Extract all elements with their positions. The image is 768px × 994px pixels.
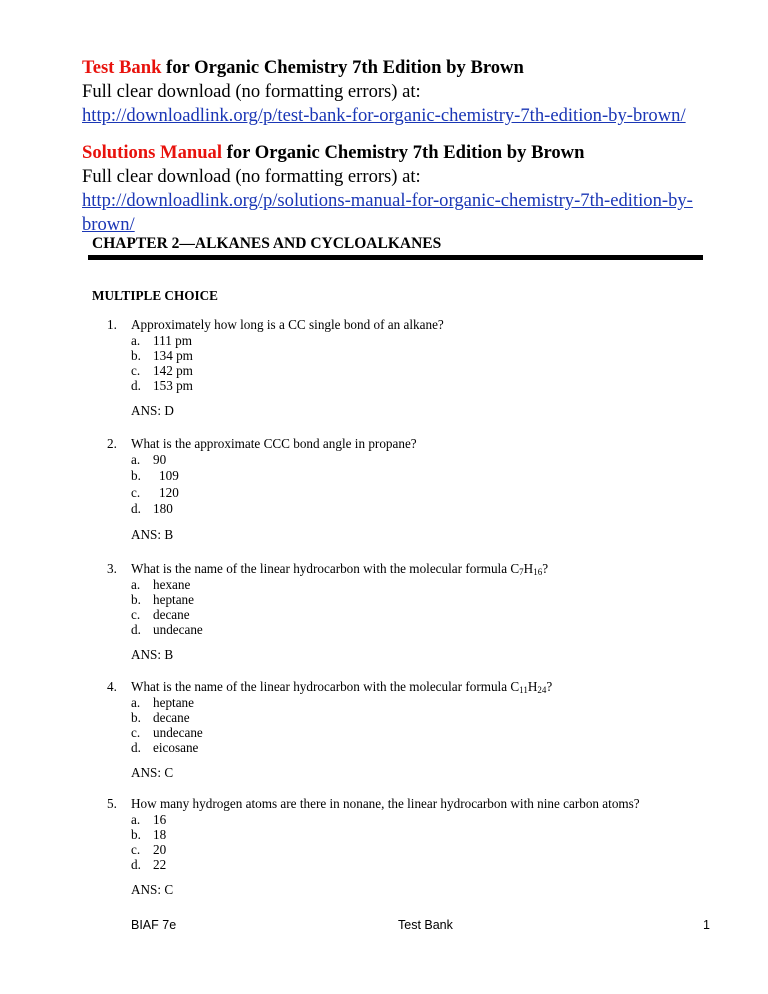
option-letter: d. bbox=[131, 740, 141, 755]
answer: ANS: C bbox=[131, 765, 174, 780]
option-letter: c. bbox=[131, 484, 141, 500]
option-letter: c. bbox=[131, 725, 141, 740]
option bbox=[131, 725, 707, 740]
option-text: decane bbox=[153, 607, 190, 622]
promo-title-rest: for Organic Chemistry 7th Edition by Brown bbox=[161, 57, 524, 78]
question-text bbox=[131, 561, 548, 576]
option-letter: b. bbox=[131, 827, 141, 842]
question bbox=[107, 317, 707, 418]
formula-subscript: 7 bbox=[519, 567, 524, 577]
option-letter: b. bbox=[131, 468, 141, 484]
option-text: 109 bbox=[159, 468, 179, 484]
option-letter: d. bbox=[131, 622, 141, 637]
option-letter: c. bbox=[131, 842, 141, 857]
chapter-rule bbox=[88, 255, 703, 260]
option-letter: b. bbox=[131, 710, 141, 725]
option-text: heptane bbox=[153, 592, 195, 607]
promo-red-label: Test Bank bbox=[82, 57, 162, 78]
option-letter: c. bbox=[131, 363, 141, 378]
option-text: heptane bbox=[153, 695, 195, 710]
formula-subscript: 16 bbox=[533, 567, 543, 577]
option bbox=[131, 333, 707, 348]
option-text: 90 bbox=[153, 452, 167, 467]
option-letter: b. bbox=[131, 592, 141, 607]
question-text-part: H bbox=[523, 561, 534, 576]
test-bank-promo bbox=[82, 56, 722, 128]
promo-title-rest: for Organic Chemistry 7th Edition by Brown bbox=[222, 142, 585, 163]
footer-title: Test Bank bbox=[398, 918, 453, 932]
option-letter: c. bbox=[131, 607, 141, 622]
question-text: What is the approximate CCC bond angle in propane? bbox=[131, 436, 417, 451]
option-list bbox=[131, 333, 707, 393]
question-number: 2. bbox=[107, 436, 117, 451]
option-letter: a. bbox=[131, 577, 141, 592]
option bbox=[131, 363, 707, 378]
option bbox=[131, 857, 707, 872]
question bbox=[107, 796, 707, 897]
section-heading: MULTIPLE CHOICE bbox=[92, 288, 218, 303]
option bbox=[131, 452, 707, 468]
option bbox=[131, 501, 707, 517]
question-number: 4. bbox=[107, 679, 117, 694]
option bbox=[131, 348, 707, 363]
answer: ANS: B bbox=[131, 527, 174, 543]
option-text: 16 bbox=[153, 812, 167, 827]
question bbox=[107, 679, 707, 780]
question bbox=[107, 561, 707, 662]
question-text-part: H bbox=[527, 679, 538, 694]
option-text: 18 bbox=[153, 827, 167, 842]
question-text-part: What is the name of the linear hydrocarbon with the molecular formula C bbox=[131, 561, 520, 576]
option bbox=[131, 622, 707, 637]
page-number: 1 bbox=[703, 918, 710, 932]
promo-title bbox=[82, 56, 722, 80]
option-text: 142 pm bbox=[153, 363, 193, 378]
solutions-manual-download-link[interactable]: http://downloadlink.org/p/solutions-manual-for-organic-chemistry-7th-edition-by-brown/ bbox=[82, 190, 693, 235]
formula-subscript: 11 bbox=[519, 685, 528, 695]
option-list bbox=[131, 812, 707, 872]
solutions-manual-promo bbox=[82, 141, 722, 237]
option-text: 153 pm bbox=[153, 378, 193, 393]
option-letter: d. bbox=[131, 857, 141, 872]
option-letter: a. bbox=[131, 695, 141, 710]
question-text bbox=[131, 679, 552, 694]
answer: ANS: D bbox=[131, 403, 174, 418]
question-text: Approximately how long is a CC single bond of an alkane? bbox=[131, 317, 444, 332]
option bbox=[131, 710, 707, 725]
question-text: How many hydrogen atoms are there in nonane, the linear hydrocarbon with nine carbon atoms? bbox=[131, 796, 640, 811]
option-text: eicosane bbox=[153, 740, 199, 755]
promo-download-text: Full clear download (no formatting errors) at: bbox=[82, 81, 421, 102]
option-letter: d. bbox=[131, 500, 141, 516]
option-list bbox=[131, 577, 707, 637]
formula-subscript: 24 bbox=[537, 685, 547, 695]
promo-title bbox=[82, 141, 722, 165]
question-text-part: ? bbox=[546, 679, 553, 694]
option-text: undecane bbox=[153, 622, 203, 637]
test-bank-download-link[interactable]: http://downloadlink.org/p/test-bank-for-organic-chemistry-7th-edition-by-brown/ bbox=[82, 105, 686, 126]
option bbox=[131, 592, 707, 607]
option bbox=[131, 378, 707, 393]
option-letter: a. bbox=[131, 452, 141, 467]
question-text-part: ? bbox=[542, 561, 549, 576]
option-text: 20 bbox=[153, 842, 167, 857]
option-letter: b. bbox=[131, 348, 141, 363]
option bbox=[131, 607, 707, 622]
option-list bbox=[131, 695, 707, 755]
option bbox=[131, 468, 707, 484]
option-letter: d. bbox=[131, 378, 141, 393]
question-number: 5. bbox=[107, 796, 117, 811]
option-text: 120 bbox=[159, 484, 179, 500]
answer: ANS: C bbox=[131, 882, 174, 897]
option bbox=[131, 740, 707, 755]
option-text: 22 bbox=[153, 857, 167, 872]
option bbox=[131, 485, 707, 501]
question bbox=[107, 436, 707, 542]
option bbox=[131, 827, 707, 842]
option bbox=[131, 695, 707, 710]
answer: ANS: B bbox=[131, 647, 174, 662]
promo-download-text: Full clear download (no formatting errors) at: bbox=[82, 166, 421, 187]
question-text-part: What is the name of the linear hydrocarbon with the molecular formula C bbox=[131, 679, 520, 694]
promo-red-label: Solutions Manual bbox=[82, 142, 223, 163]
option bbox=[131, 577, 707, 592]
option-text: 111 pm bbox=[153, 333, 192, 348]
option-text: hexane bbox=[153, 577, 191, 592]
option-list bbox=[131, 452, 707, 517]
question-number: 1. bbox=[107, 317, 117, 332]
chapter-heading: CHAPTER 2—ALKANES AND CYCLOALKANES bbox=[92, 235, 442, 252]
option-text: 180 bbox=[153, 500, 173, 516]
option-letter: a. bbox=[131, 812, 141, 827]
option bbox=[131, 842, 707, 857]
option-letter: a. bbox=[131, 333, 141, 348]
footer-edition: BIAF 7e bbox=[131, 918, 177, 932]
option-text: decane bbox=[153, 710, 190, 725]
question-number: 3. bbox=[107, 561, 117, 576]
option-text: undecane bbox=[153, 725, 203, 740]
option-text: 134 pm bbox=[153, 348, 193, 363]
option bbox=[131, 812, 707, 827]
